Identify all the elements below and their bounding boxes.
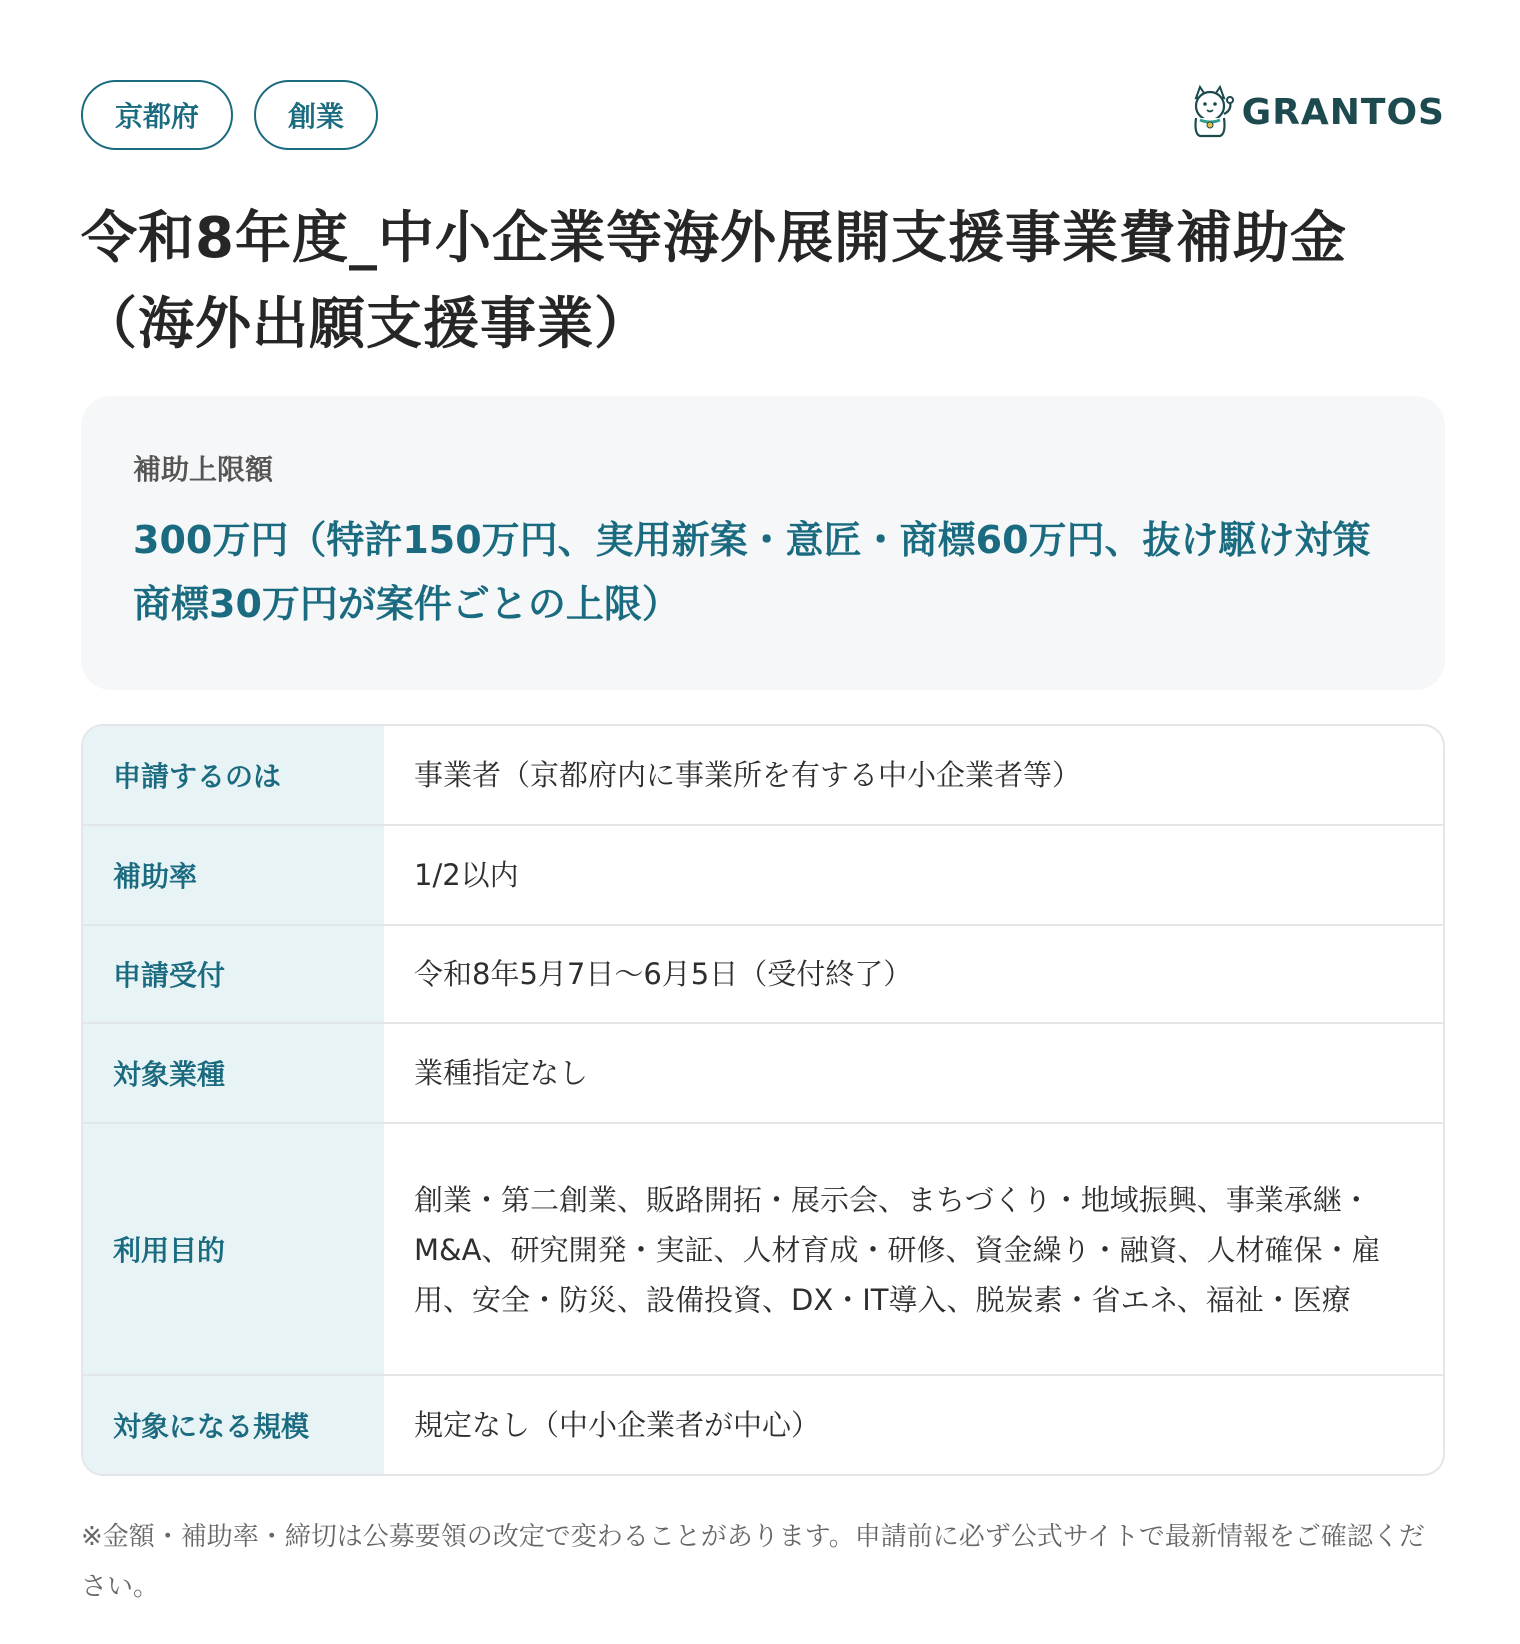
brand-logo[interactable]: [1186, 84, 1445, 140]
disclaimer-note: ※金額・補助率・締切は公募要領の改定で変わることがあります。申請前に必ず公式サイトで最新情報をご確認ください。: [81, 1522, 1425, 1602]
table-row-scale: [83, 1374, 1443, 1474]
subsidy-limit-value: 300万円（特許150万円、実用新案・意匠・商標60万円、抜け駆け対策商標30万円が案件ごとの上限）: [133, 518, 1371, 626]
table-row-period: [83, 924, 1443, 1022]
row-value: 1/2以内: [414, 858, 519, 892]
table-row-industry: [83, 1022, 1443, 1122]
subsidy-limit-box: [81, 396, 1445, 690]
tag-category[interactable]: 創業: [254, 80, 378, 150]
row-label: 対象になる規模: [83, 1376, 384, 1474]
lucky-cat-icon: [1186, 84, 1234, 140]
row-label: 利用目的: [83, 1124, 384, 1374]
header: [81, 80, 1445, 150]
brand-name: GRANTOS: [1241, 91, 1445, 133]
tag-region[interactable]: 京都府: [81, 80, 233, 150]
row-value: 規定なし（中小企業者が中心）: [414, 1408, 821, 1442]
subsidy-card: [81, 80, 1445, 1612]
subsidy-limit-label: 補助上限額: [133, 453, 274, 486]
table-row-purpose: [83, 1122, 1443, 1374]
row-label: 申請受付: [83, 926, 384, 1022]
page-title: 令和8年度_中小企業等海外展開支援事業費補助金（海外出願支援事業）: [81, 206, 1347, 357]
row-value: 創業・第二創業、販路開拓・展示会、まちづくり・地域振興、事業承継・M&A、研究開発・実証、人材育成・研修、資金繰り・融資、人材確保・雇用、安全・防災、設備投資、DX・IT導入、脱炭素・省エネ、福祉・医療: [414, 1183, 1381, 1317]
row-label: 補助率: [83, 826, 384, 924]
table-row-applicant: [83, 726, 1443, 824]
row-label: 対象業種: [83, 1024, 384, 1122]
row-value: 事業者（京都府内に事業所を有する中小企業者等）: [414, 758, 1082, 792]
row-value: 業種指定なし: [414, 1056, 589, 1090]
row-label: 申請するのは: [83, 726, 384, 824]
info-table: [81, 724, 1445, 1476]
table-row-rate: [83, 824, 1443, 924]
row-value: 令和8年5月7日〜6月5日（受付終了）: [414, 957, 913, 991]
